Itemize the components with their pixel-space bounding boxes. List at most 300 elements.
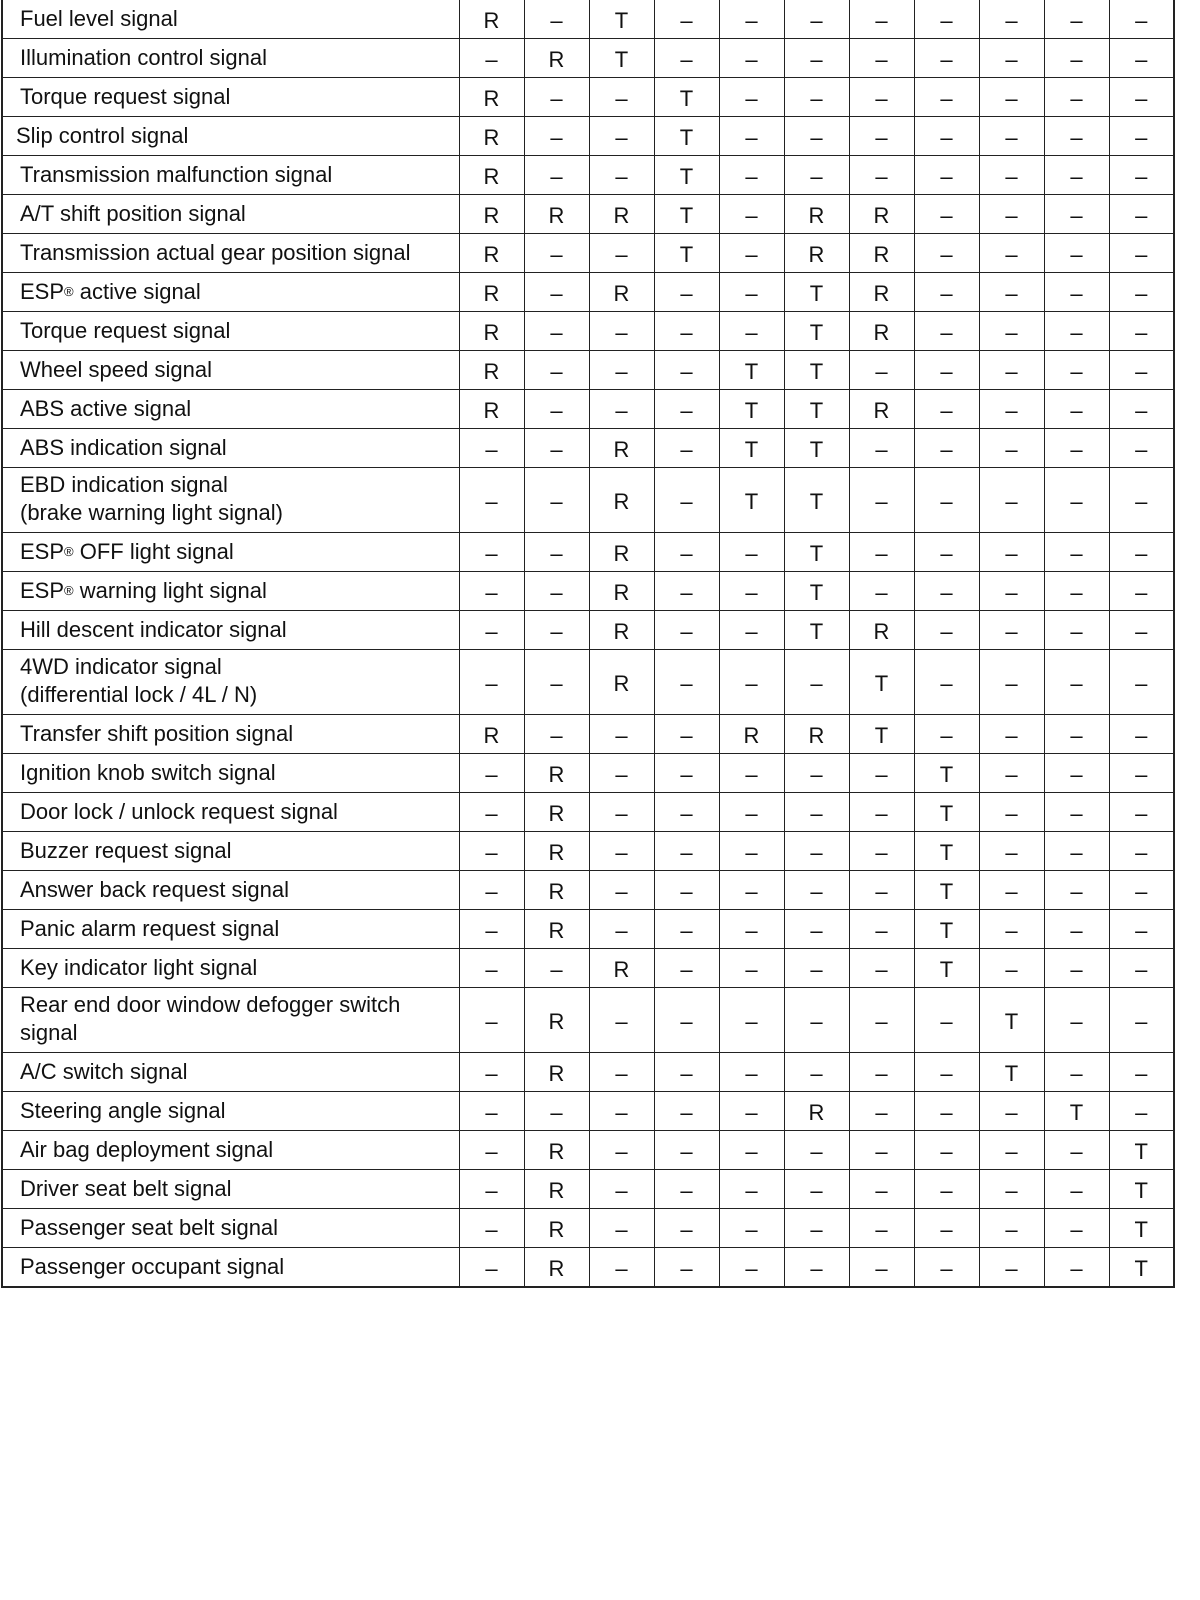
signal-value-cell: – [1044,1053,1109,1092]
table-row [2,273,1174,312]
signal-name-line2: signal [20,1020,78,1045]
signal-value-cell: – [719,611,784,650]
signal-value-cell: – [914,117,979,156]
signal-value-cell: – [979,390,1044,429]
signal-value-cell: R [849,390,914,429]
signal-name-prefix: ESP [20,578,65,603]
signal-value-cell: – [784,871,849,910]
signal-value-cell: – [1109,78,1174,117]
signal-value-cell: – [654,429,719,468]
signal-name-line2: (brake warning light signal) [20,500,283,525]
signal-value-cell: – [1109,117,1174,156]
table-row [2,793,1174,832]
table-row [2,234,1174,273]
signal-value-cell: – [914,1053,979,1092]
signal-value-cell: – [654,988,719,1053]
signal-value-cell: – [719,312,784,351]
signal-name-cell: Slip control signal [2,117,459,156]
signal-value-cell: – [1109,0,1174,39]
table-row [2,533,1174,572]
signal-value-cell: R [459,195,524,234]
signal-value-cell: – [1044,0,1109,39]
signal-value-cell: – [784,1209,849,1248]
signal-value-cell: – [784,1170,849,1209]
signal-value-cell: – [459,611,524,650]
signal-value-cell: – [654,572,719,611]
signal-value-cell: – [654,273,719,312]
signal-value-cell: – [849,988,914,1053]
signal-value-cell: – [1044,39,1109,78]
signal-value-cell: R [524,195,589,234]
signal-name-cell [2,572,459,611]
signal-name-suffix: OFF light signal [73,539,234,564]
signal-value-cell: – [459,988,524,1053]
signal-value-cell: – [459,1092,524,1131]
signal-value-cell: – [1109,390,1174,429]
signal-value-cell: T [654,156,719,195]
signal-value-cell: R [459,234,524,273]
signal-value-cell: – [914,429,979,468]
signal-value-cell: R [524,910,589,949]
signal-value-cell: – [849,832,914,871]
table-row [2,39,1174,78]
signal-value-cell: R [524,1053,589,1092]
signal-value-cell: – [654,351,719,390]
signal-value-cell: – [784,156,849,195]
signal-value-cell: – [1109,533,1174,572]
signal-value-cell: – [914,715,979,754]
signal-name-cell: Illumination control signal [2,39,459,78]
signal-name-line1: Rear end door window defogger switch [20,992,401,1017]
table-row [2,468,1174,533]
signal-value-cell: – [849,468,914,533]
signal-value-cell: R [459,390,524,429]
signal-value-cell: – [1044,910,1109,949]
signal-value-cell: – [979,429,1044,468]
signal-value-cell: – [654,650,719,715]
signal-value-cell: – [1109,468,1174,533]
signal-value-cell: – [589,1092,654,1131]
signal-value-cell: R [589,572,654,611]
signal-value-cell: – [1044,1209,1109,1248]
signal-name-line1: EBD indication signal [20,472,228,497]
signal-value-cell: – [979,1248,1044,1288]
signal-value-cell: – [589,910,654,949]
signal-value-cell: – [654,1131,719,1170]
signal-value-cell: – [979,273,1044,312]
signal-value-cell: – [589,351,654,390]
signal-value-cell: – [849,1170,914,1209]
signal-name-cell: Air bag deployment signal [2,1131,459,1170]
signal-value-cell: – [589,1053,654,1092]
signal-value-cell: T [719,468,784,533]
signal-value-cell: – [654,1170,719,1209]
signal-value-cell: – [1109,910,1174,949]
table-row [2,156,1174,195]
signal-name-cell: Fuel level signal [2,0,459,39]
signal-value-cell: – [979,832,1044,871]
signal-value-cell: R [849,195,914,234]
signal-value-cell: T [654,234,719,273]
table-row [2,390,1174,429]
signal-value-cell: – [459,949,524,988]
signal-value-cell: – [1109,793,1174,832]
signal-value-cell: – [654,1209,719,1248]
signal-value-cell: – [589,1131,654,1170]
signal-value-cell: – [1109,949,1174,988]
signal-value-cell: – [459,1131,524,1170]
table-row [2,1248,1174,1288]
signal-value-cell: – [979,195,1044,234]
signal-value-cell: – [914,351,979,390]
signal-value-cell: – [979,1170,1044,1209]
signal-value-cell: – [979,351,1044,390]
signal-value-cell: – [914,533,979,572]
table-row [2,832,1174,871]
signal-value-cell: – [979,1209,1044,1248]
signal-value-cell: – [784,793,849,832]
signal-name-cell: Panic alarm request signal [2,910,459,949]
signal-value-cell: – [589,390,654,429]
signal-value-cell: – [459,754,524,793]
signal-name-cell: A/T shift position signal [2,195,459,234]
table-row [2,715,1174,754]
signal-value-cell: – [524,78,589,117]
signal-value-cell: – [979,234,1044,273]
signal-value-cell: T [784,390,849,429]
signal-value-cell: – [849,572,914,611]
signal-value-cell: – [719,949,784,988]
signal-name-suffix: warning light signal [73,578,267,603]
signal-value-cell: R [589,611,654,650]
signal-value-cell: T [1109,1209,1174,1248]
signal-value-cell: – [589,871,654,910]
signal-name-prefix: ESP [20,279,65,304]
signal-value-cell: – [849,156,914,195]
signal-value-cell: – [589,1209,654,1248]
signal-value-cell: – [849,754,914,793]
signal-name-cell [2,988,459,1053]
signal-name-suffix: active signal [73,279,201,304]
signal-value-cell: – [1044,988,1109,1053]
signal-value-cell: R [589,949,654,988]
signal-value-cell: – [589,234,654,273]
signal-value-cell: – [914,273,979,312]
signal-value-cell: – [979,572,1044,611]
signal-value-cell: – [719,0,784,39]
signal-value-cell: – [524,390,589,429]
signal-value-cell: – [719,195,784,234]
table-row [2,572,1174,611]
signal-value-cell: – [459,910,524,949]
signal-value-cell: – [719,754,784,793]
signal-value-cell: R [849,273,914,312]
signal-value-cell: – [849,1248,914,1288]
signal-value-cell: R [459,78,524,117]
table-row [2,754,1174,793]
signal-value-cell: – [654,1248,719,1288]
table-row [2,0,1174,39]
signal-value-cell: – [459,39,524,78]
signal-value-cell: – [459,832,524,871]
signal-name-cell: Passenger seat belt signal [2,1209,459,1248]
signal-name-cell [2,273,459,312]
signal-value-cell: – [784,39,849,78]
signal-value-cell: – [459,1209,524,1248]
signal-value-cell: – [524,715,589,754]
signal-value-cell: – [914,195,979,234]
signal-value-cell: – [719,572,784,611]
signal-value-cell: R [589,650,654,715]
signal-value-cell: – [849,793,914,832]
signal-value-cell: R [849,312,914,351]
signal-value-cell: R [589,468,654,533]
signal-value-cell: – [849,0,914,39]
signal-value-cell: – [524,117,589,156]
signal-value-cell: – [849,1092,914,1131]
signal-name-line1: 4WD indicator signal [20,654,222,679]
signal-name-cell [2,650,459,715]
signal-value-cell: – [1044,533,1109,572]
signal-value-cell: – [1044,273,1109,312]
signal-name-cell: Key indicator light signal [2,949,459,988]
signal-value-cell: R [849,234,914,273]
signal-value-cell: – [914,390,979,429]
signal-value-cell: – [459,1248,524,1288]
signal-value-cell: – [849,429,914,468]
signal-name-cell [2,533,459,572]
signal-value-cell: – [524,156,589,195]
signal-value-cell: – [784,754,849,793]
signal-name-cell: Steering angle signal [2,1092,459,1131]
signal-value-cell: R [589,273,654,312]
signal-value-cell: T [1044,1092,1109,1131]
signal-value-cell: – [1109,351,1174,390]
signal-value-cell: – [979,468,1044,533]
signal-value-cell: – [1044,754,1109,793]
signal-value-cell: – [1109,39,1174,78]
signal-value-cell: – [654,390,719,429]
signal-value-cell: – [1109,1092,1174,1131]
signal-value-cell: – [1044,429,1109,468]
signal-table [1,0,1175,1288]
signal-value-cell: – [524,949,589,988]
signal-value-cell: T [1109,1248,1174,1288]
signal-value-cell: – [719,1209,784,1248]
signal-value-cell: – [1044,832,1109,871]
signal-value-cell: – [914,988,979,1053]
signal-value-cell: – [719,1053,784,1092]
signal-value-cell: – [979,0,1044,39]
signal-name-cell: Transmission actual gear position signal [2,234,459,273]
signal-value-cell: – [719,832,784,871]
signal-value-cell: – [1044,949,1109,988]
registered-mark: ® [64,544,74,559]
signal-value-cell: – [914,1131,979,1170]
signal-value-cell: – [589,156,654,195]
signal-value-cell: – [719,234,784,273]
table-row [2,117,1174,156]
signal-value-cell: – [1109,312,1174,351]
signal-value-cell: – [1109,715,1174,754]
signal-value-cell: – [979,910,1044,949]
signal-value-cell: T [784,468,849,533]
table-row [2,429,1174,468]
signal-value-cell: – [719,117,784,156]
signal-value-cell: R [459,0,524,39]
signal-value-cell: – [914,312,979,351]
signal-value-cell: – [849,1209,914,1248]
table-row [2,1170,1174,1209]
signal-name-cell: Torque request signal [2,312,459,351]
signal-name-cell: ABS indication signal [2,429,459,468]
signal-value-cell: – [1044,117,1109,156]
signal-value-cell: T [1109,1170,1174,1209]
signal-value-cell: – [589,988,654,1053]
signal-value-cell: – [654,1053,719,1092]
signal-value-cell: – [784,0,849,39]
signal-value-cell: – [979,312,1044,351]
signal-value-cell: – [719,988,784,1053]
signal-value-cell: – [784,1248,849,1288]
signal-value-cell: – [719,533,784,572]
table-row [2,910,1174,949]
table-body [2,0,1174,1287]
signal-value-cell: – [1044,1170,1109,1209]
signal-value-cell: – [719,1170,784,1209]
signal-value-cell: R [459,117,524,156]
signal-value-cell: – [1044,611,1109,650]
signal-value-cell: – [979,793,1044,832]
signal-value-cell: – [784,949,849,988]
signal-value-cell: – [719,39,784,78]
signal-value-cell: – [1109,429,1174,468]
signal-value-cell: R [524,1248,589,1288]
signal-value-cell: – [589,715,654,754]
signal-value-cell: – [1044,195,1109,234]
signal-value-cell: – [459,871,524,910]
signal-value-cell: – [654,832,719,871]
signal-value-cell: – [654,871,719,910]
signal-value-cell: – [459,533,524,572]
signal-value-cell: – [784,117,849,156]
signal-value-cell: – [914,1170,979,1209]
table-row [2,1053,1174,1092]
signal-value-cell: – [784,910,849,949]
signal-value-cell: – [1109,234,1174,273]
signal-value-cell: – [979,1131,1044,1170]
signal-value-cell: – [654,793,719,832]
signal-value-cell: – [849,117,914,156]
signal-value-cell: – [524,650,589,715]
table-row [2,871,1174,910]
signal-value-cell: R [524,832,589,871]
signal-value-cell: R [459,156,524,195]
signal-name-cell: A/C switch signal [2,1053,459,1092]
signal-value-cell: – [784,988,849,1053]
table-row [2,1209,1174,1248]
registered-mark: ® [64,284,74,299]
table-row [2,195,1174,234]
signal-value-cell: R [784,234,849,273]
signal-value-cell: R [784,195,849,234]
table-row [2,650,1174,715]
signal-value-cell: – [654,1092,719,1131]
signal-value-cell: – [849,1131,914,1170]
signal-value-cell: – [459,1170,524,1209]
signal-value-cell: – [914,611,979,650]
signal-value-cell: T [914,871,979,910]
signal-value-cell: T [784,351,849,390]
signal-name-cell: Torque request signal [2,78,459,117]
signal-value-cell: – [654,533,719,572]
signal-value-cell: T [784,429,849,468]
signal-value-cell: – [459,468,524,533]
signal-value-cell: T [719,351,784,390]
signal-value-cell: – [524,468,589,533]
signal-value-cell: T [654,78,719,117]
signal-value-cell: – [979,156,1044,195]
signal-name-cell: Driver seat belt signal [2,1170,459,1209]
signal-value-cell: – [719,156,784,195]
signal-value-cell: – [1109,1053,1174,1092]
signal-value-cell: – [1044,1131,1109,1170]
signal-value-cell: – [524,1092,589,1131]
signal-name-cell: Answer back request signal [2,871,459,910]
signal-value-cell: – [849,78,914,117]
table-row [2,949,1174,988]
signal-value-cell: – [1109,273,1174,312]
signal-value-cell: – [1044,793,1109,832]
signal-value-cell: – [1109,611,1174,650]
signal-value-cell: – [1109,832,1174,871]
registered-mark: ® [64,583,74,598]
signal-value-cell: – [589,78,654,117]
signal-value-cell: T [784,611,849,650]
signal-value-cell: – [524,429,589,468]
signal-value-cell: – [979,611,1044,650]
signal-value-cell: – [654,0,719,39]
signal-value-cell: – [1044,351,1109,390]
signal-value-cell: – [979,650,1044,715]
signal-value-cell: T [914,754,979,793]
signal-value-cell: – [459,572,524,611]
signal-value-cell: – [1109,572,1174,611]
signal-value-cell: – [524,273,589,312]
signal-value-cell: R [459,273,524,312]
signal-value-cell: – [914,234,979,273]
table-row [2,351,1174,390]
signal-value-cell: – [849,533,914,572]
signal-name-cell: Wheel speed signal [2,351,459,390]
signal-value-cell: – [979,78,1044,117]
signal-value-cell: – [849,949,914,988]
signal-value-cell: – [1044,1248,1109,1288]
signal-value-cell: R [524,1170,589,1209]
signal-value-cell: R [459,351,524,390]
table-row [2,1131,1174,1170]
signal-value-cell: – [849,910,914,949]
signal-value-cell: – [524,572,589,611]
signal-value-cell: – [719,871,784,910]
signal-value-cell: – [784,650,849,715]
signal-value-cell: – [1109,754,1174,793]
signal-value-cell: – [914,39,979,78]
signal-value-cell: – [459,650,524,715]
signal-value-cell: T [784,312,849,351]
signal-value-cell: – [914,1092,979,1131]
signal-value-cell: T [784,533,849,572]
